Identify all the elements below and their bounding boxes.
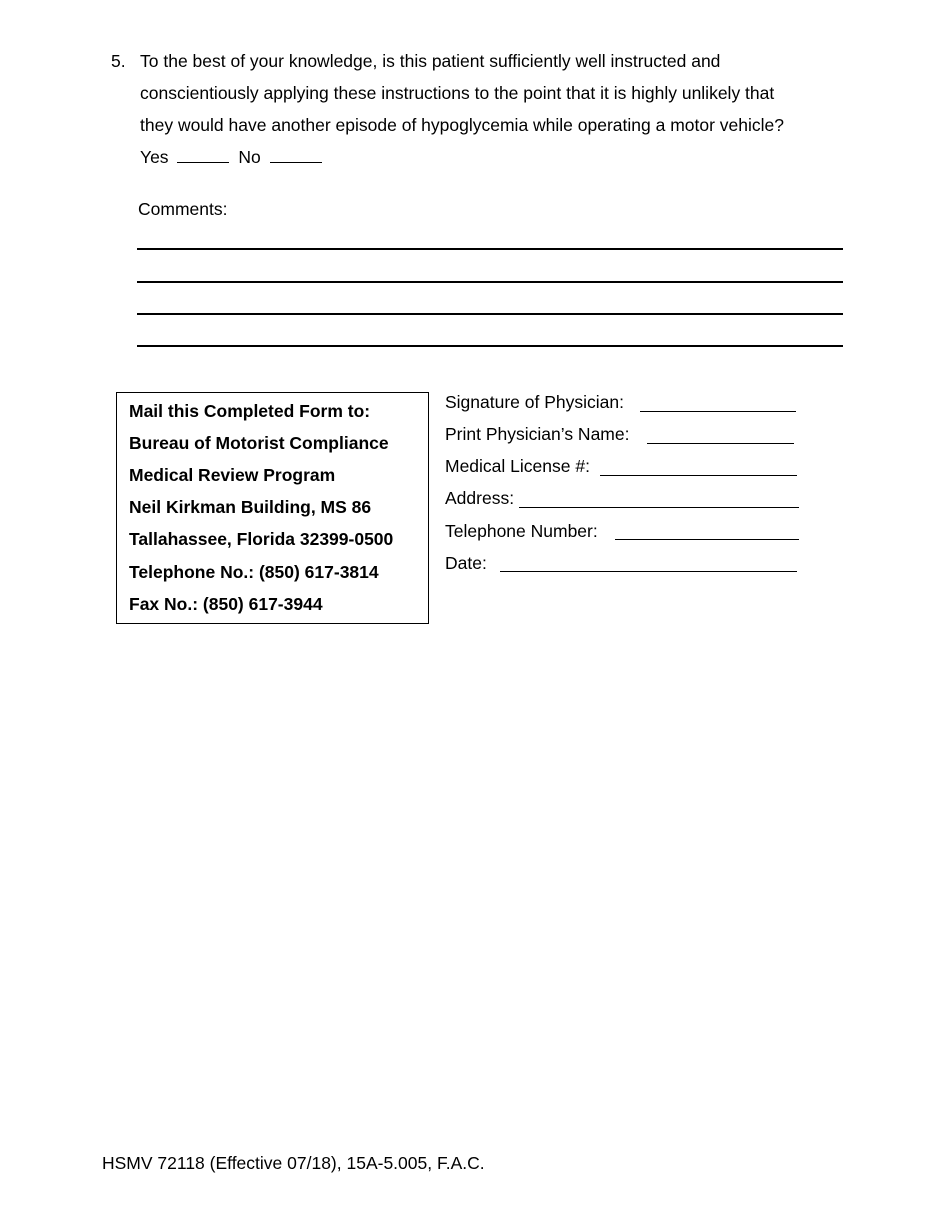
mail-fax: Fax No.: (850) 617-3944 [129,594,323,614]
mail-program: Medical Review Program [129,465,336,485]
mail-heading: Mail this Completed Form to: [129,401,371,421]
yes-no-answer [140,147,326,167]
date-label: Date: [445,553,487,573]
no-label: No [238,147,261,167]
comment-line-3[interactable] [137,313,843,315]
date-field[interactable] [500,571,797,572]
question-text-line-2: conscientiously applying these instructions to the point that it is highly unlikely that [140,83,775,103]
comment-line-4[interactable] [137,345,843,347]
telephone-field[interactable] [615,539,799,540]
telephone-label: Telephone Number: [445,521,598,541]
physician-name-label: Print Physician’s Name: [445,424,630,444]
mail-building: Neil Kirkman Building, MS 86 [129,497,372,517]
yes-blank[interactable] [177,147,229,163]
address-label: Address: [445,488,515,508]
mailing-address-box [116,392,429,624]
signature-field[interactable] [640,411,796,412]
question-text-line-1: To the best of your knowledge, is this patient sufficiently well instructed and [140,51,721,71]
comments-label: Comments: [138,199,228,219]
license-label: Medical License #: [445,456,590,476]
physician-name-field[interactable] [647,443,794,444]
comment-line-2[interactable] [137,281,843,283]
comment-line-1[interactable] [137,248,843,250]
yes-label: Yes [140,147,169,167]
mail-bureau: Bureau of Motorist Compliance [129,433,389,453]
mail-telephone: Telephone No.: (850) 617-3814 [129,562,379,582]
mail-city: Tallahassee, Florida 32399-0500 [129,529,394,549]
question-number: 5. [111,51,126,71]
no-blank[interactable] [270,147,322,163]
signature-label: Signature of Physician: [445,392,624,412]
form-footer: HSMV 72118 (Effective 07/18), 15A-5.005, F.A.C. [102,1153,485,1173]
address-field[interactable] [519,507,799,508]
question-text-line-3: they would have another episode of hypoglycemia while operating a motor vehicle? [140,115,785,135]
license-field[interactable] [600,475,797,476]
